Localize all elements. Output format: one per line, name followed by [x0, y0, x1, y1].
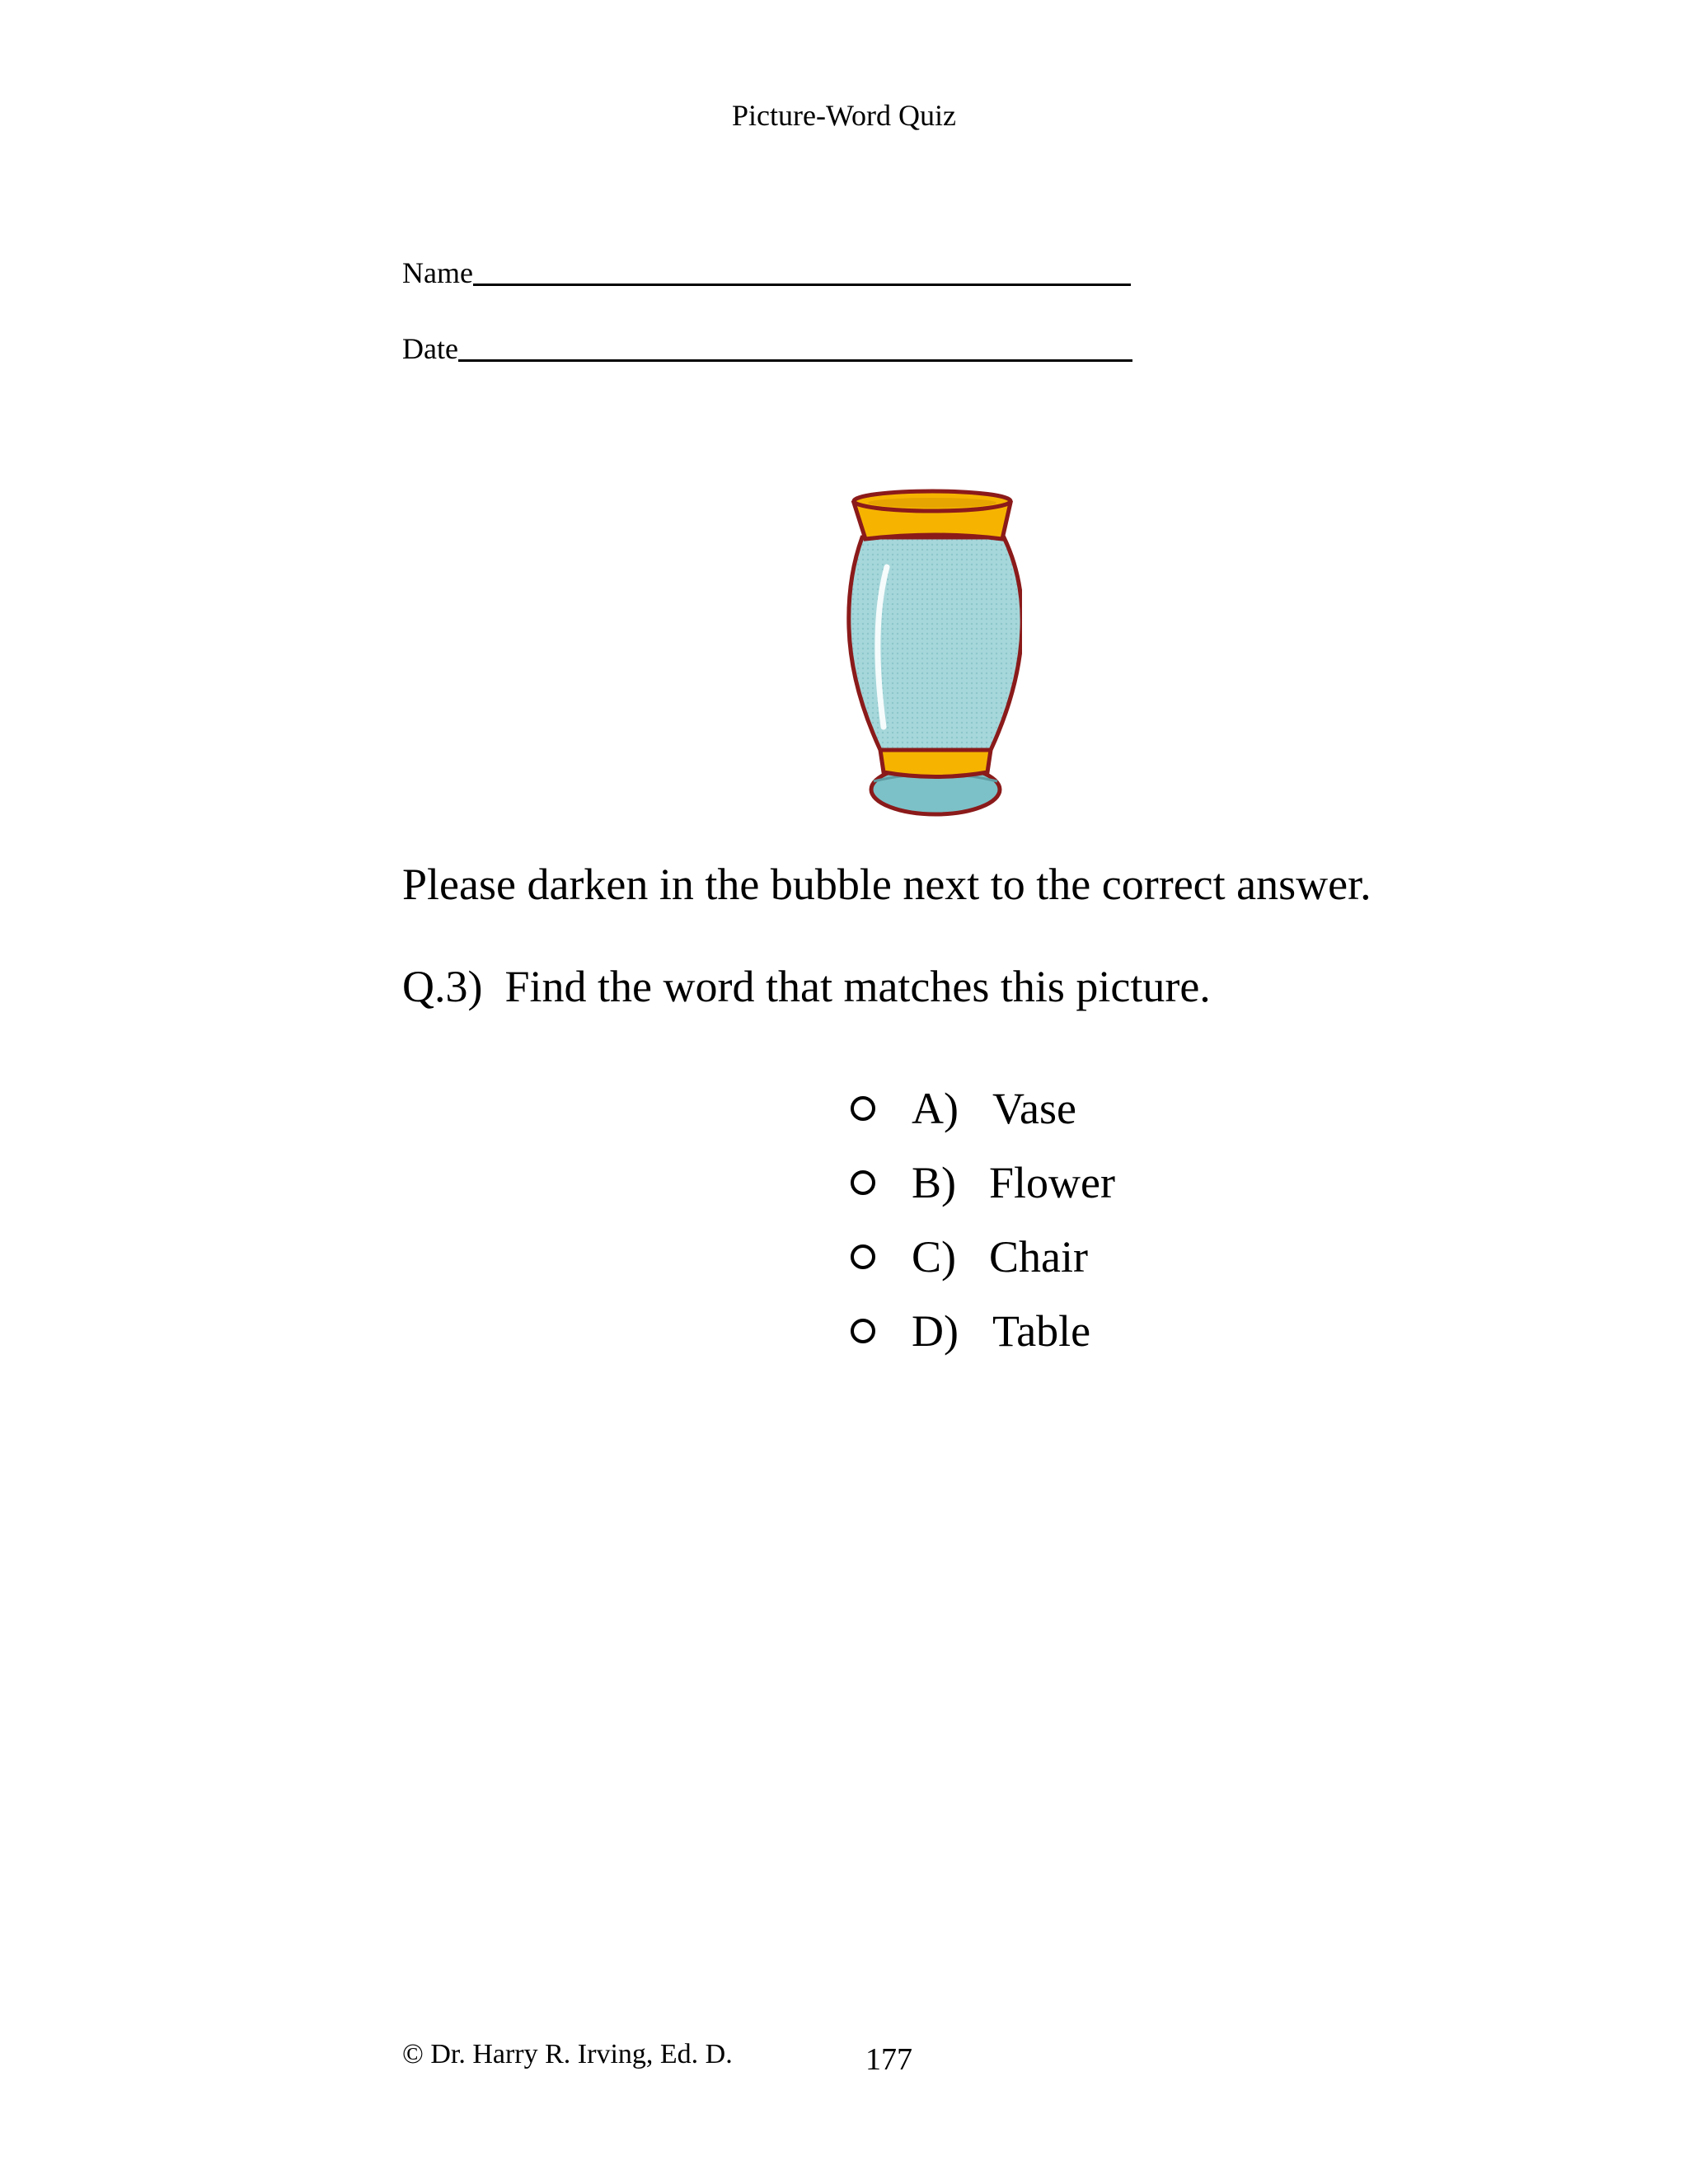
name-label: Name [402, 256, 473, 289]
option-word: Table [992, 1306, 1091, 1356]
option-b[interactable] [851, 1146, 1428, 1220]
bubble-a-icon[interactable] [851, 1096, 875, 1121]
instruction-text: Please darken in the bubble next to the correct answer. [402, 860, 1372, 909]
name-field[interactable] [402, 251, 1144, 291]
option-word: Flower [989, 1158, 1115, 1207]
option-word: Chair [989, 1232, 1088, 1282]
vase-picture [841, 488, 1022, 826]
option-a[interactable] [851, 1071, 1428, 1146]
bubble-b-icon[interactable] [851, 1170, 875, 1195]
question-text: Find the word that matches this picture. [504, 962, 1211, 1011]
page-title: Picture-Word Quiz [731, 99, 957, 132]
bubble-d-icon[interactable] [851, 1319, 875, 1343]
bubble-c-icon[interactable] [851, 1244, 875, 1269]
option-letter: A) [912, 1084, 959, 1133]
option-letter: D) [912, 1306, 959, 1356]
vase-icon [841, 488, 1022, 826]
date-line[interactable] [458, 326, 1132, 362]
option-letter: C) [912, 1232, 956, 1282]
date-field[interactable] [402, 326, 1144, 367]
option-c[interactable] [851, 1220, 1428, 1294]
option-letter: B) [912, 1158, 956, 1207]
question-number: Q.3) [402, 962, 483, 1011]
option-word: Vase [992, 1084, 1076, 1133]
page-number: 177 [865, 2042, 912, 2077]
name-line[interactable] [473, 251, 1131, 286]
answer-options [851, 1071, 1428, 1368]
date-label: Date [402, 332, 458, 365]
option-d[interactable] [851, 1294, 1428, 1368]
copyright-text: © Dr. Harry R. Irving, Ed. D. [402, 2039, 733, 2069]
question-prompt [402, 959, 1639, 1014]
